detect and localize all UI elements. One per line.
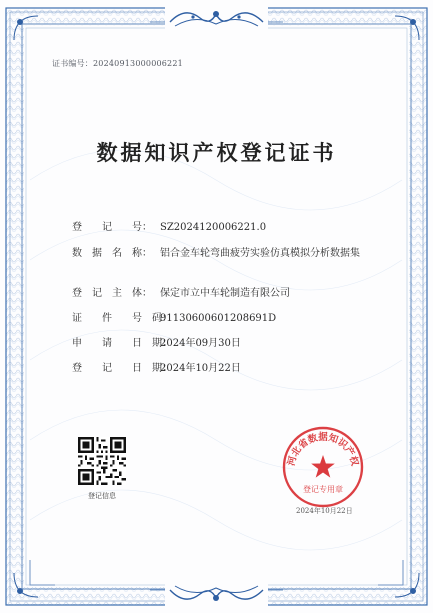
certificate-number [52, 58, 183, 69]
bottom-ornament [150, 580, 283, 610]
field-value: SZ2024120006221.0 [160, 222, 267, 233]
certificate-number-value: 20240913000006221 [93, 59, 183, 68]
field-label: 登 记 号： [72, 222, 152, 233]
page-title: 数据知识产权登记证书 [96, 141, 337, 165]
top-ornament [150, 4, 283, 34]
field-value: 保定市立中车轮制造有限公司 [160, 288, 290, 299]
seal-top-text: 河北省数据知识产权 [285, 432, 361, 468]
field-label: 数 据 名 称： [72, 248, 152, 259]
qr-caption: 登记信息 [88, 492, 116, 500]
field-value: 2024年09月30日 [160, 338, 241, 349]
seal-date: 2024年10月22日 [296, 507, 353, 515]
field-label: 证 件 号 码： [72, 313, 172, 324]
certificate-number-label: 证书编号： [52, 59, 93, 68]
field-registrant [72, 286, 372, 302]
field-label: 登 记 主 体： [72, 288, 152, 299]
field-label: 申 请 日 期： [72, 338, 172, 349]
seal-bottom-text: 登记专用章 [303, 485, 343, 494]
field-application-date [72, 336, 372, 352]
qr-code[interactable] [78, 437, 126, 489]
field-registration-number [72, 220, 372, 236]
field-value: 2024年10月22日 [160, 363, 241, 374]
field-registration-date [72, 361, 372, 377]
field-label: 登 记 日 期： [72, 363, 172, 374]
star-icon [311, 455, 335, 478]
field-value: 91130600601208691D [160, 313, 277, 324]
field-value: 铝合金车轮弯曲疲劳实验仿真模拟分析数据集 [160, 248, 360, 259]
field-data-name [72, 246, 372, 278]
official-seal [281, 425, 365, 509]
field-id-number [72, 311, 372, 327]
qr-code-icon [78, 437, 126, 485]
